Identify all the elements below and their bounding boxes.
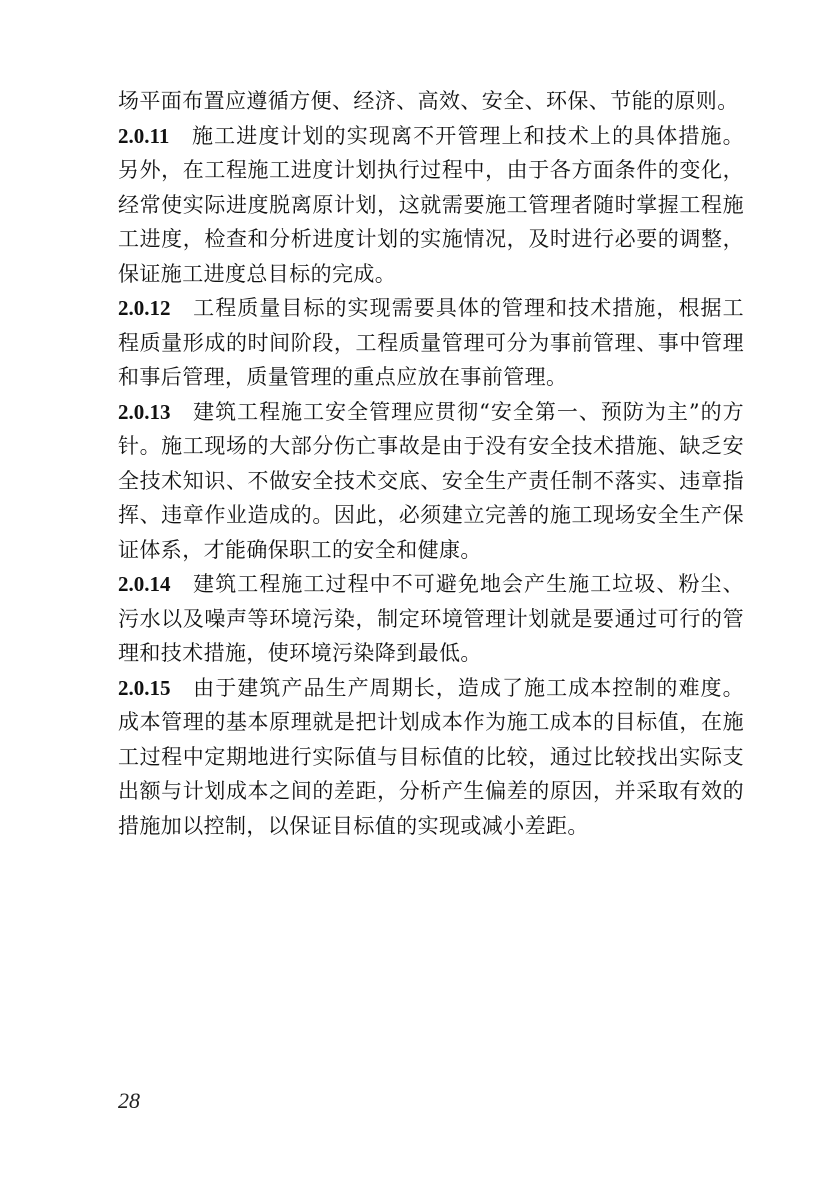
clause-text: 建筑工程施工安全管理应贯彻“安全第一、预防为主”的方针。施工现场的大部分伤亡事故是由于没有安全技术措施、缺乏安全技术知识、不做安全技术交底、安全生产责任制不落实、违章指挥、违章作业造成的。因此，必须建立完善的施工现场安全生产保证体系，才能确保职工的安全和健康。: [118, 399, 744, 562]
page-number: 28: [118, 1088, 140, 1113]
clause-2-0-15: [118, 671, 744, 844]
clause-2-0-14: [118, 567, 744, 671]
clause-number: 2.0.12: [118, 296, 171, 320]
clause-number: 2.0.11: [118, 123, 170, 148]
clause-2-0-11: [118, 119, 744, 292]
intro-paragraph: 场平面布置应遵循方便、经济、高效、安全、环保、节能的原则。: [118, 89, 739, 113]
clause-2-0-12: [118, 291, 744, 395]
page-body: [118, 84, 744, 843]
clause-text: 由于建筑产品生产周期长，造成了施工成本控制的难度。成本管理的基本原理就是把计划成本作为施工成本的目标值，在施工过程中定期地进行实际值与目标值的比较，通过比较找出实际支出额与计划成本之间的差距，分析产生偏差的原因，并采取有效的措施加以控制，以保证目标值的实现或减小差距。: [118, 675, 744, 838]
clause-number: 2.0.13: [118, 399, 171, 424]
clause-text: 建筑工程施工过程中不可避免地会产生施工垃圾、粉尘、污水以及噪声等环境污染，制定环境管理计划就是要通过可行的管理和技术措施，使环境污染降到最低。: [118, 572, 744, 665]
clause-number: 2.0.14: [118, 572, 171, 596]
clause-2-0-13: [118, 395, 744, 568]
clause-number: 2.0.15: [118, 675, 171, 700]
clause-text: 施工进度计划的实现离不开管理上和技术上的具体措施。另外，在工程施工进度计划执行过程中，由于各方面条件的变化，经常使实际进度脱离原计划，这就需要施工管理者随时掌握工程施工进度，检查和分析进度计划的实施情况，及时进行必要的调整，保证施工进度总目标的完成。: [118, 123, 744, 286]
clause-text: 工程质量目标的实现需要具体的管理和技术措施，根据工程质量形成的时间阶段，工程质量管理可分为事前管理、事中管理和事后管理，质量管理的重点应放在事前管理。: [118, 296, 744, 389]
